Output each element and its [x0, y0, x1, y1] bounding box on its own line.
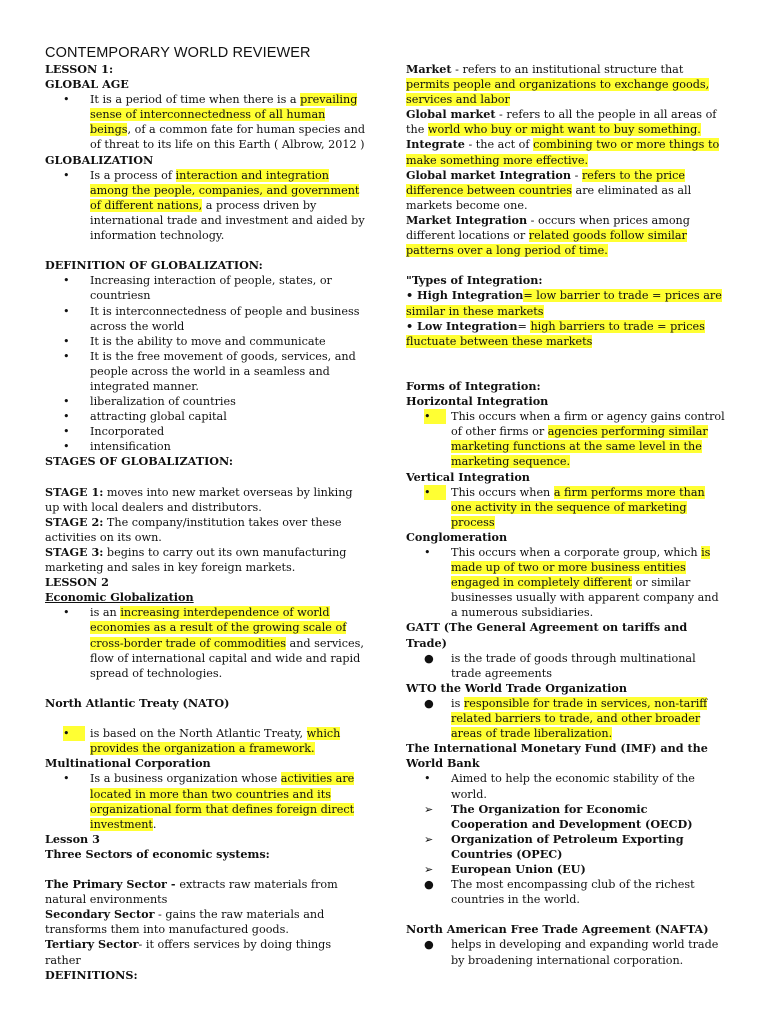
list-item — [45, 771, 365, 831]
list-item-text — [90, 93, 365, 151]
list-item-text — [90, 395, 236, 408]
list-item-text — [90, 425, 164, 438]
section-heading — [45, 575, 365, 590]
section-heading — [45, 77, 365, 92]
text-run: is made up of two or more business entities engaged in completely different — [451, 546, 711, 590]
list-item-text — [90, 410, 227, 423]
section-heading — [406, 620, 726, 650]
text-run: The Organization for Economic Cooperation and Development (OECD) — [451, 801, 693, 831]
text-run: WTO the World Trade Organization — [406, 680, 628, 695]
text-run: interaction and integration among the people, companies, and government of different nations, — [90, 168, 360, 212]
paragraph — [45, 515, 365, 545]
section-heading — [45, 696, 365, 711]
text-run: The most encompassing club of the richest countries in the world. — [451, 878, 695, 907]
bullet-icon: • — [63, 274, 70, 288]
section-heading — [45, 258, 365, 273]
list-item — [45, 605, 365, 680]
paragraph — [406, 137, 726, 167]
text-run: This occurs when a corporate group, which — [451, 546, 702, 559]
text-run: This occurs when — [451, 485, 554, 499]
list-item — [45, 394, 365, 409]
paragraph — [45, 485, 365, 515]
list-item-text — [451, 410, 725, 468]
list-item — [406, 877, 726, 907]
bullet-icon: • — [424, 409, 446, 424]
text-run: is the trade of goods through multinational trade agreements — [451, 651, 696, 680]
bullet-icon: ● — [424, 878, 434, 892]
bullet-icon: • — [63, 425, 70, 439]
list-item-text — [451, 863, 586, 876]
list-item — [406, 862, 726, 877]
section-heading — [406, 741, 726, 771]
text-run: Organization of Petroleum Exporting Countries (OPEC) — [451, 831, 684, 861]
bullet-icon: • — [424, 772, 431, 786]
text-run: Conglomeration — [406, 529, 508, 544]
text-run: Tertiary Sector — [45, 937, 139, 952]
list-item — [45, 349, 365, 394]
list-item — [406, 771, 726, 801]
text-run: - it offers services by doing things rather — [45, 938, 332, 967]
blank-line — [406, 364, 726, 379]
text-run: Is a process of — [90, 168, 176, 182]
text-run: responsible for trade in services, non-tariff related barriers to trade, and other broader areas of trade liberalization. — [451, 696, 708, 741]
list-item-text — [90, 274, 332, 302]
section-heading — [45, 454, 365, 469]
list-item — [406, 832, 726, 862]
list-item — [406, 937, 726, 967]
list-item-text — [90, 440, 171, 453]
paragraph — [406, 319, 726, 349]
text-run: Global market — [406, 107, 496, 122]
text-run: Increasing interaction of people, states, or countriesn — [90, 274, 332, 303]
blank-line — [45, 470, 365, 485]
text-run: Aimed to help the economic stability of the world. — [451, 772, 695, 801]
text-run: STAGE 3: — [45, 545, 104, 559]
text-run: • Low Integration — [406, 318, 518, 333]
text-run: or similar businesses usually with apparent company and a numerous subsidiaries. — [451, 576, 719, 620]
list-item-text — [451, 803, 693, 831]
text-run: Horizontal Integration — [406, 394, 549, 409]
list-item-text — [90, 727, 340, 755]
list-item-text — [90, 335, 326, 348]
text-run: Incorporated — [90, 425, 165, 439]
list-item-text — [451, 546, 719, 619]
text-run: Market Integration — [406, 212, 528, 227]
text-run: refers to the price difference between countries — [406, 168, 685, 197]
list-item — [45, 439, 365, 454]
list-item-text — [90, 772, 354, 830]
list-item-text — [451, 486, 705, 529]
text-run: a process driven by international trade and investment and aided by information technology. — [90, 198, 365, 243]
right-column — [406, 62, 726, 968]
paragraph — [45, 877, 365, 907]
list-item — [45, 304, 365, 334]
paragraph — [45, 937, 365, 967]
text-run: is an — [90, 606, 121, 620]
text-run: The International Monetary Fund (IMF) and the World Bank — [406, 741, 708, 771]
text-run: attracting global capital — [90, 410, 227, 424]
text-run: . — [152, 817, 157, 831]
list-item — [406, 802, 726, 832]
text-run: North Atlantic Treaty (NATO) — [45, 695, 230, 710]
list-item — [45, 273, 365, 303]
text-run: LESSON 1: — [45, 62, 114, 76]
blank-line — [45, 243, 365, 258]
text-run: combining two or more things to make something more effective. — [406, 138, 720, 167]
bullet-icon: • — [63, 772, 70, 786]
text-run: GATT (The General Agreement on tariffs and Trade) — [406, 620, 688, 650]
left-column — [45, 44, 365, 983]
bullet-icon: ● — [424, 651, 434, 665]
list-item — [45, 424, 365, 439]
text-run: - — [571, 168, 582, 182]
text-run: GLOBAL AGE — [45, 77, 129, 92]
text-run: The Primary Sector - — [45, 877, 180, 892]
bullet-icon: • — [424, 485, 446, 500]
list-item — [45, 168, 365, 243]
list-item-text — [451, 652, 696, 680]
list-item-text — [90, 305, 360, 333]
section-heading — [406, 379, 726, 394]
section-heading — [406, 470, 726, 485]
bullet-icon: • — [63, 304, 70, 318]
text-run: STAGE 1: — [45, 484, 104, 499]
text-run: a firm performs more than one activity in the sequence of marketing process — [451, 485, 705, 529]
list-item — [406, 545, 726, 620]
section-heading — [406, 681, 726, 696]
bullet-icon: • — [424, 546, 431, 559]
list-item — [406, 651, 726, 681]
text-run: - gains the raw materials and transforms them into manufactured goods. — [45, 908, 325, 937]
blank-line — [45, 862, 365, 877]
paragraph — [45, 907, 365, 937]
bullet-icon: ➢ — [424, 862, 434, 876]
page-title — [45, 44, 365, 62]
bullet-icon: ➢ — [424, 832, 434, 846]
text-run: prevailing sense of interconnectedness of all human beings — [90, 93, 358, 137]
text-run: = low barrier to trade = prices are similar in these markets — [406, 289, 722, 318]
text-run: is based on the North Atlantic Treaty, — [90, 727, 307, 741]
text-run: intensification — [90, 440, 171, 454]
text-run: Economic Globalization — [45, 590, 194, 605]
text-run: DEFINITION OF GLOBALIZATION: — [45, 258, 263, 273]
text-run: Is a business organization whose — [90, 772, 281, 786]
text-run: helps in developing and expanding world trade by broadening international corporation. — [451, 938, 719, 967]
text-run: which provides the organization a framework. — [90, 727, 341, 756]
bullet-icon: ➢ — [424, 802, 434, 816]
text-run: = — [517, 319, 531, 333]
text-run: - the act of — [464, 138, 534, 152]
text-run: liberalization of countries — [90, 395, 236, 409]
text-run: permits people and organizations to exchange goods, services and labor — [406, 78, 710, 107]
paragraph — [45, 545, 365, 575]
text-run: Three Sectors of economic systems: — [45, 846, 270, 861]
list-item — [406, 485, 726, 530]
paragraph — [406, 107, 726, 137]
text-run: is — [451, 696, 464, 710]
bullet-icon: • — [63, 440, 70, 454]
paragraph — [406, 213, 726, 258]
text-run: world who buy or might want to buy something. — [427, 123, 701, 137]
section-heading — [45, 756, 365, 771]
text-run: "Types of Integration: — [406, 273, 543, 288]
section-heading — [45, 832, 365, 847]
text-run: This occurs when a firm or agency gains control of other firms or — [451, 410, 725, 439]
section-heading — [45, 847, 365, 862]
list-item-text — [90, 169, 365, 242]
bullet-icon: • — [63, 395, 70, 409]
bullet-icon: • — [63, 93, 70, 107]
section-heading — [45, 62, 365, 77]
text-run: Vertical Integration — [406, 469, 530, 484]
text-run: activities are located in more than two countries and its organizational form that defines foreign direct investment — [90, 772, 355, 831]
blank-line — [45, 681, 365, 696]
bullet-icon: • — [63, 168, 70, 182]
text-run: - occurs when prices among different locations or — [406, 213, 690, 243]
list-item — [406, 409, 726, 469]
text-run: moves into new market overseas by linking up with local dealers and distributors. — [45, 485, 353, 514]
list-item-text — [90, 606, 364, 679]
bullet-icon: • — [63, 410, 70, 424]
paragraph — [406, 62, 726, 107]
bullet-icon: • — [63, 334, 70, 348]
text-run: It is interconnectedness of people and business across the world — [90, 304, 360, 333]
list-item-text — [451, 938, 718, 966]
text-run: Lesson 3 — [45, 831, 100, 846]
text-run: extracts raw materials from natural environments — [45, 878, 338, 907]
list-item — [406, 696, 726, 741]
text-run: Forms of Integration: — [406, 378, 541, 393]
list-item-text — [451, 772, 695, 800]
list-item — [45, 334, 365, 349]
text-run: Secondary Sector — [45, 907, 155, 922]
section-heading — [45, 590, 365, 605]
text-run: CONTEMPORARY WORLD REVIEWER — [45, 45, 311, 61]
list-item — [45, 409, 365, 424]
list-item-text — [451, 833, 684, 861]
text-run: Global market Integration — [406, 167, 572, 182]
list-item — [45, 726, 365, 756]
list-item — [45, 92, 365, 152]
text-run: It is the free movement of goods, services, and people across the world in a seamless and integrated manner. — [90, 349, 356, 393]
text-run: North American Free Trade Agreement (NAFTA) — [406, 922, 709, 937]
paragraph — [406, 288, 726, 318]
bullet-icon: • — [63, 726, 85, 741]
text-run: related goods follow similar patterns over a long period of time. — [406, 229, 687, 258]
text-run: increasing interdependence of world economies as a result of the growing scale of cross-border trade of commodities — [90, 606, 347, 650]
section-heading — [406, 922, 726, 937]
text-run: European Union (EU) — [451, 861, 586, 876]
text-run: - refers to all the people in all areas of the — [406, 108, 717, 137]
text-run: DEFINITIONS: — [45, 967, 138, 982]
bullet-icon: • — [63, 349, 70, 363]
text-run: LESSON 2 — [45, 575, 109, 590]
bullet-icon: • — [63, 606, 70, 620]
blank-line — [45, 711, 365, 726]
paragraph — [406, 168, 726, 213]
bullet-icon: ● — [424, 938, 434, 952]
text-run: STAGES OF GLOBALIZATION: — [45, 454, 234, 469]
text-run: are eliminated as all markets become one. — [406, 183, 692, 212]
text-run: GLOBALIZATION — [45, 152, 154, 167]
section-heading — [406, 530, 726, 545]
list-item-text — [451, 697, 707, 740]
text-run: Market — [406, 62, 452, 76]
section-heading — [45, 153, 365, 168]
text-run: It is a period of time when there is a — [90, 93, 301, 107]
text-run: • High Integration — [406, 288, 524, 303]
text-run: The company/institution takes over these activities on its own. — [45, 515, 342, 544]
text-run: , of a common fate for human species and of threat to its life on this Earth ( Albrow, 2012 ) — [90, 123, 365, 152]
section-heading — [406, 394, 726, 409]
text-run: Integrate — [406, 137, 465, 152]
blank-line — [406, 907, 726, 922]
text-run: It is the ability to move and communicate — [90, 334, 326, 348]
blank-line — [406, 349, 726, 364]
text-run: begins to carry out its own manufacturing marketing and sales in key foreign markets. — [45, 546, 347, 575]
list-item-text — [90, 350, 356, 393]
text-run: - refers to an institutional structure that — [451, 63, 684, 76]
list-item-text — [451, 878, 695, 906]
text-run: STAGE 2: — [45, 514, 104, 529]
blank-line — [406, 258, 726, 273]
section-heading — [45, 968, 365, 983]
bullet-icon: ● — [424, 696, 434, 710]
text-run: agencies performing similar marketing functions at the same level in the marketing sequence. — [451, 425, 708, 469]
paragraph — [406, 273, 726, 288]
text-run: and services, flow of international capital and wide and rapid spread of technologies. — [90, 636, 364, 680]
text-run: Multinational Corporation — [45, 756, 211, 771]
text-run: high barriers to trade = prices fluctuate between these markets — [406, 319, 705, 348]
